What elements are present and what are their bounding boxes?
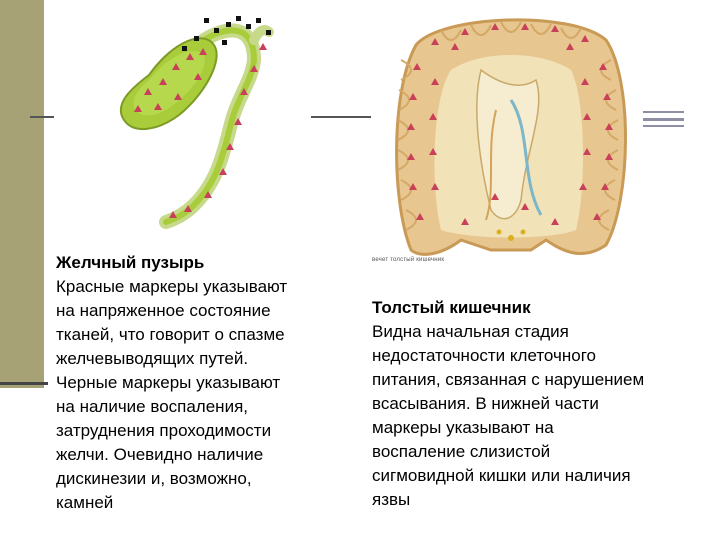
text-line: на напряженное состояние	[56, 301, 271, 320]
text-line: маркеры указывают на	[372, 418, 554, 437]
divider-rule	[643, 125, 684, 127]
text-line: всасывания. В нижней части	[372, 394, 599, 413]
divider-rule	[30, 116, 56, 118]
image-caption: вечет толстый кишечник	[372, 257, 445, 263]
gallbladder-illustration	[54, 0, 311, 240]
section-title: Желчный пузырь	[56, 253, 205, 272]
accent-bar	[0, 0, 44, 388]
text-line: камней	[56, 493, 114, 512]
text-line: Черные маркеры указывают	[56, 373, 281, 392]
text-line: сигмовидной кишки или наличия	[372, 466, 631, 485]
large-intestine-description	[372, 296, 702, 512]
text-line: тканей, что говорит о спазме	[56, 325, 285, 344]
gallbladder-description	[56, 251, 356, 515]
divider-rule	[643, 118, 684, 121]
text-line: желчевыводящих путей.	[56, 349, 249, 368]
text-line: Видна начальная стадия	[372, 322, 569, 341]
text-line: дискинезии и, возможно,	[56, 469, 252, 488]
section-title: Толстый кишечник	[372, 298, 531, 317]
divider-rule	[311, 116, 373, 118]
divider-rule	[643, 111, 684, 113]
text-line: язвы	[372, 490, 411, 509]
text-line: питания, связанная с нарушением	[372, 370, 645, 389]
text-line: Красные маркеры указывают	[56, 277, 288, 296]
text-line: недостаточности клеточного	[372, 346, 596, 365]
text-line: воспаление слизистой	[372, 442, 551, 461]
divider-rule	[0, 382, 48, 385]
text-line: затруднения проходимости	[56, 421, 272, 440]
text-line: желчи. Очевидно наличие	[56, 445, 264, 464]
large-intestine-illustration	[371, 0, 642, 270]
text-line: на наличие воспаления,	[56, 397, 248, 416]
